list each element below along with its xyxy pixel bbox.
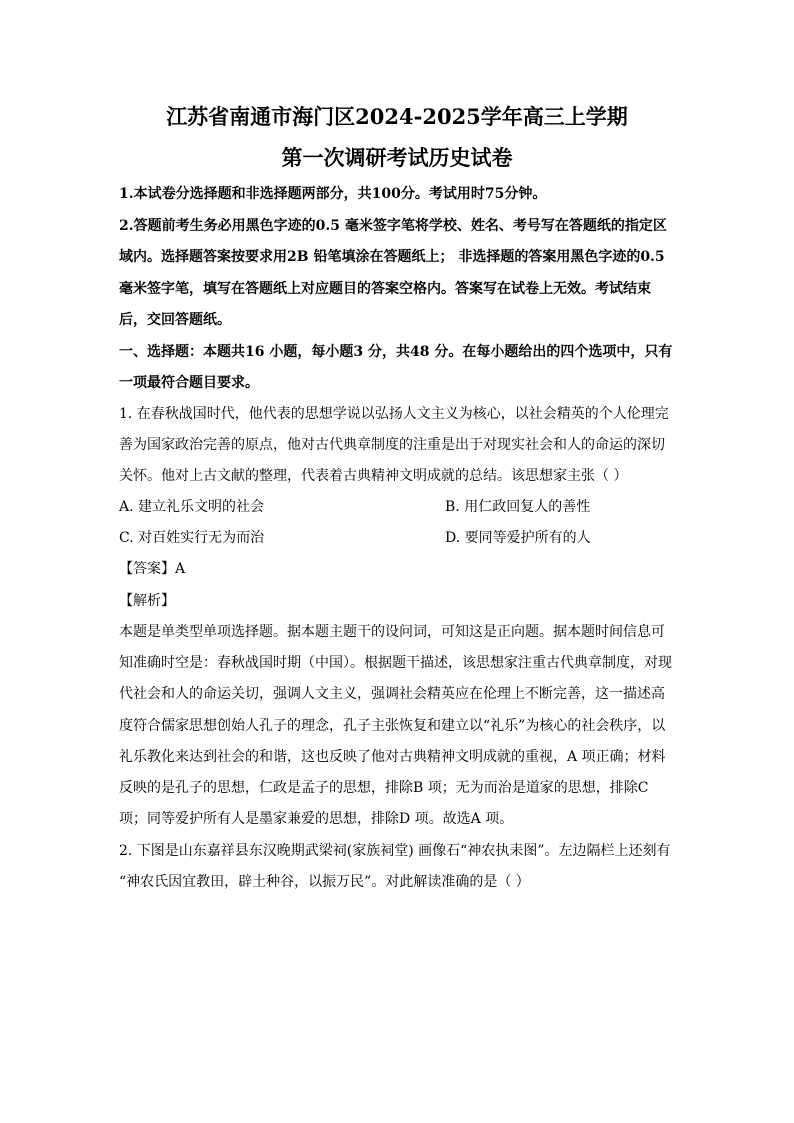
exam-title-line2: 第一次调研考试历史试卷 bbox=[281, 145, 513, 170]
q1-answer: 【答案】A bbox=[119, 561, 186, 577]
q1-option-b: B. 用仁政回复人的善性 bbox=[445, 499, 591, 515]
q1-analysis-line: 反映的是孔子的思想，仁政是孟子的思想，排除B 项；无为而治是道家的思想，排除C bbox=[119, 780, 649, 796]
exam-title-line1: 江苏省南通市海门区2024-2025学年高三上学期 bbox=[166, 104, 628, 129]
instruction-line: 毫米签字笔，填写在答题纸上对应题目的答案空格内。答案写在试卷上无效。考试结束 bbox=[119, 281, 651, 297]
section-heading: 一项最符合题目要求。 bbox=[119, 375, 259, 391]
q1-analysis-line: 代社会和人的命运关切，强调人文主义，强调社会精英应在伦理上不断完善，这一描述高 bbox=[119, 686, 665, 702]
q1-option-a: A. 建立礼乐文明的社会 bbox=[119, 499, 265, 515]
q1-option-d: D. 要同等爱护所有的人 bbox=[445, 530, 591, 546]
q1-stem-line: 善为国家政治完善的原点，他对古代典章制度的注重是出于对现实社会和人的命运的深切 bbox=[119, 437, 665, 453]
q1-stem-line: 关怀。他对上古文献的整理，代表着古典精神文明成就的总结。该思想家主张（ ） bbox=[119, 468, 628, 484]
instruction-line: 后，交回答题纸。 bbox=[119, 312, 231, 328]
q1-analysis-line: 礼乐教化来达到社会的和谐，这也反映了他对古典精神文明成就的重视，A 项正确；材料 bbox=[119, 749, 666, 765]
instruction-line: 1.本试卷分选择题和非选择题两部分，共100分。考试用时75分钟。 bbox=[119, 186, 547, 202]
q1-analysis-line: 知准确时空是：春秋战国时期（中国）。根据题干描述，该思想家注重古代典章制度，对现 bbox=[119, 655, 672, 671]
q1-analysis-heading: 【解析】 bbox=[119, 593, 175, 609]
instruction-line: 域内。选择题答案按要求用2B 铅笔填涂在答题纸上； 非选择题的答案用黑色字迹的0.5 bbox=[119, 249, 665, 265]
q1-analysis-line: 项；同等爱护所有人是墨家兼爱的思想，排除D 项。故选A 项。 bbox=[119, 811, 514, 827]
q1-stem-line: 1. 在春秋战国时代，他代表的思想学说以弘扬人文主义为核心，以社会精英的个人伦理完 bbox=[119, 406, 669, 422]
q1-analysis-line: 度符合儒家思想创始人孔子的理念，孔子主张恢复和建立以“礼乐”为核心的社会秩序，以 bbox=[119, 718, 666, 734]
q1-option-c: C. 对百姓实行无为而治 bbox=[119, 530, 265, 546]
instruction-line: 2.答题前考生务必用黑色字迹的0.5 毫米签字笔将学校、姓名、考号写在答题纸的指定区 bbox=[119, 218, 667, 234]
q2-stem-line: “神农氏因宜教田，辟土种谷，以振万民”。对此解读准确的是（ ） bbox=[119, 874, 530, 890]
q1-analysis-line: 本题是单类型单项选择题。据本题主题干的设问词，可知这是正向题。据本题时间信息可 bbox=[119, 624, 665, 640]
section-heading: 一、选择题：本题共16 小题，每小题3 分，共48 分。在每小题给出的四个选项中，只有 bbox=[119, 344, 673, 360]
q2-stem-line: 2. 下图是山东嘉祥县东汉晚期武梁祠(家族祠堂) 画像石“神农执耒图”。左边隔栏上还刻有 bbox=[119, 843, 671, 859]
